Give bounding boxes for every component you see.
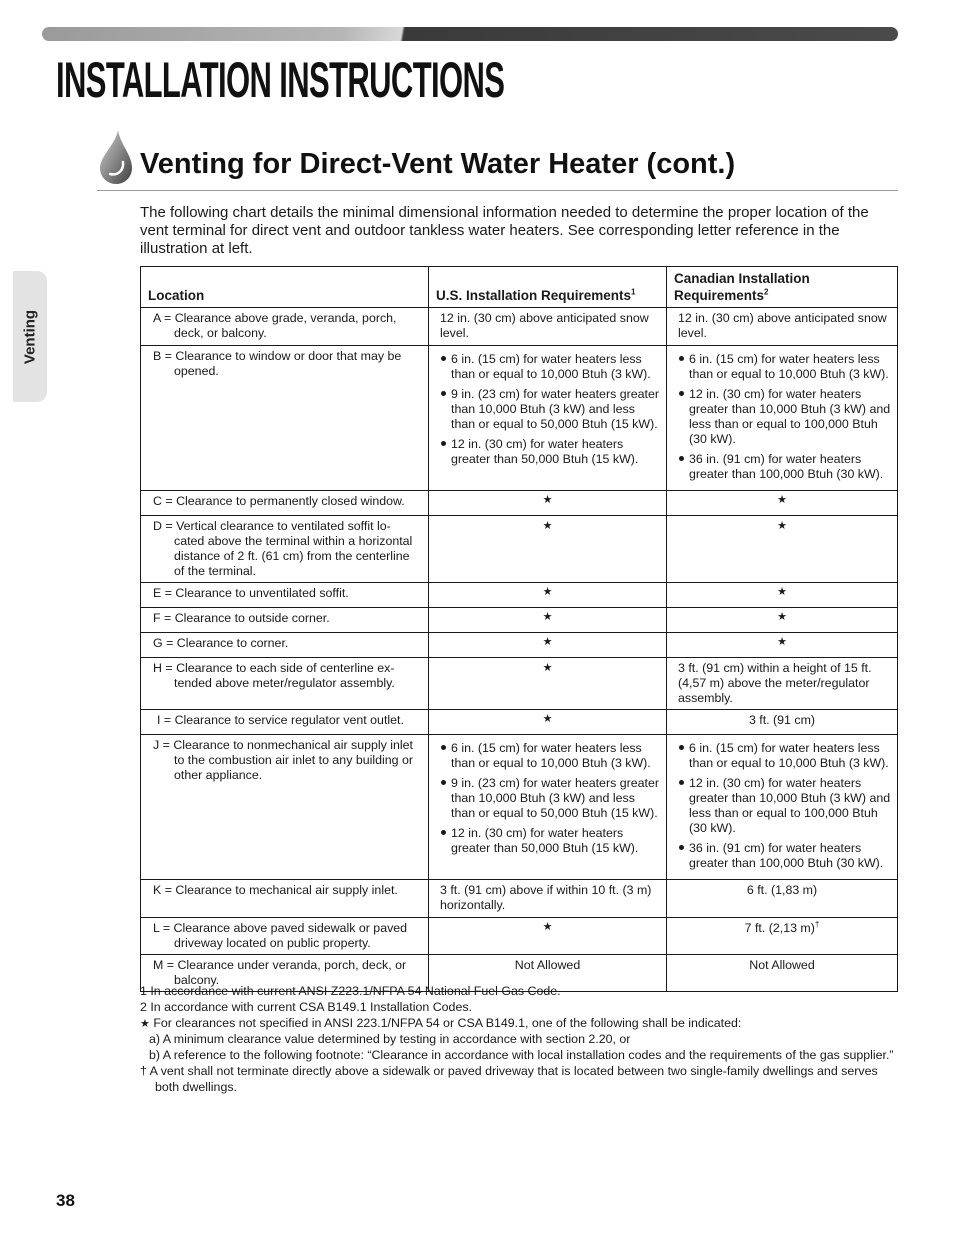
table-row	[141, 880, 898, 918]
table-row	[141, 710, 898, 735]
row-k-us: 3 ft. (91 cm) above if within 10 ft. (3 m) horizontally.	[429, 880, 667, 918]
list-item: 36 in. (91 cm) for water heaters greater than 100,000 Btuh (30 kW).	[678, 841, 891, 871]
list-item: 12 in. (30 cm) for water heaters greater than 10,000 Btuh (3 kW) and less than or equal to 100,000 Btuh (30 kW).	[678, 387, 891, 447]
footnote-star: ★ For clearances not specified in ANSI 223.1/NFPA 54 or CSA B149.1, one of the following shall be indicated:	[140, 1016, 742, 1030]
row-b-us	[429, 346, 667, 491]
footnote-2: 2 In accordance with current CSA B149.1 Installation Codes.	[140, 1000, 472, 1014]
star-icon: ★	[777, 520, 787, 532]
row-c-location: C = Clearance to permanently closed window.	[141, 491, 429, 516]
row-l-ca: 7 ft. (2,13 m)†	[667, 918, 898, 955]
row-e-location: E = Clearance to unventilated soffit.	[141, 583, 429, 608]
row-c-us	[429, 491, 667, 516]
header-canada: Canadian Installation Requirements$^2$	[667, 267, 898, 308]
row-h-us	[429, 658, 667, 710]
row-b-location: B = Clearance to window or door that may be opened.	[141, 346, 429, 491]
row-j-location: J = Clearance to nonmechanical air supply inlet to the combustion air inlet to any building or other appliance.	[141, 735, 429, 880]
page-title: INSTALLATION INSTRUCTIONS	[56, 52, 505, 108]
row-m-ca: Not Allowed	[667, 955, 898, 992]
table-row	[141, 491, 898, 516]
water-drop-icon	[96, 128, 134, 184]
section-divider	[97, 190, 898, 191]
side-tab-label: Venting	[21, 309, 39, 364]
star-icon: ★	[777, 636, 787, 648]
side-tab-venting[interactable]	[13, 271, 47, 402]
row-i-ca: 3 ft. (91 cm)	[667, 710, 898, 735]
list-item: 9 in. (23 cm) for water heaters greater than 10,000 Btuh (3 kW) and less than or equal to 50,000 Btuh (15 kW).	[440, 776, 660, 821]
table-row	[141, 516, 898, 583]
list-item: 6 in. (15 cm) for water heaters less than or equal to 10,000 Btuh (3 kW).	[678, 741, 891, 771]
list-item: 12 in. (30 cm) for water heaters greater than 50,000 Btuh (15 kW).	[440, 826, 660, 856]
row-m-us: Not Allowed	[429, 955, 667, 992]
intro-paragraph: The following chart details the minimal dimensional information needed to determine the proper location of the vent terminal for direct vent and outdoor tankless water heaters. See corresponding letter reference in the illustration at left.	[140, 204, 869, 257]
row-k-location: K = Clearance to mechanical air supply inlet.	[141, 880, 429, 918]
row-h-location: H = Clearance to each side of centerline ex-tended above meter/regulator assembly.	[141, 658, 429, 710]
row-g-us	[429, 633, 667, 658]
star-icon: ★	[542, 494, 553, 506]
table-row	[141, 633, 898, 658]
row-j-us	[429, 735, 667, 880]
row-a-us: 12 in. (30 cm) above anticipated snow level.	[429, 308, 667, 346]
table-row	[141, 308, 898, 346]
list-item: 6 in. (15 cm) for water heaters less than or equal to 10,000 Btuh (3 kW).	[678, 352, 891, 382]
row-j-ca	[667, 735, 898, 880]
table-row	[141, 346, 898, 491]
footnote-1: 1 In accordance with current ANSI Z223.1/NFPA 54 National Fuel Gas Code.	[140, 984, 561, 998]
table-row	[141, 735, 898, 880]
row-i-location: I = Clearance to service regulator vent outlet.	[141, 710, 429, 735]
star-icon: ★	[542, 662, 553, 674]
row-d-ca	[667, 516, 898, 583]
footnote-dagger: † A vent shall not terminate directly above a sidewalk or paved driveway that is located between two single-family dwellings and serves both dwellings.	[140, 1064, 878, 1094]
row-i-us	[429, 710, 667, 735]
star-icon: ★	[777, 494, 787, 506]
row-g-location: G = Clearance to corner.	[141, 633, 429, 658]
row-l-location: L = Clearance above paved sidewalk or paved driveway located on public property.	[141, 918, 429, 955]
star-icon: ★	[542, 586, 553, 598]
table-row	[141, 583, 898, 608]
row-h-ca: 3 ft. (91 cm) within a height of 15 ft. (4,57 m) above the meter/regulator assembly.	[667, 658, 898, 710]
row-f-location: F = Clearance to outside corner.	[141, 608, 429, 633]
table-header-row	[141, 267, 898, 308]
clearance-table	[140, 266, 898, 992]
footnote-star-a: a) A minimum clearance value determined by testing in accordance with section 2.20, or	[149, 1032, 631, 1046]
row-d-us	[429, 516, 667, 583]
row-f-ca	[667, 608, 898, 633]
row-g-ca	[667, 633, 898, 658]
header-us: U.S. Installation Requirements$^1$	[429, 267, 667, 308]
footnote-star-b: b) A reference to the following footnote: “Clearance in accordance with local installation codes and the requirements of the gas supplier.”	[149, 1048, 894, 1062]
row-m-location: M = Clearance under veranda, porch, deck, or balcony.	[141, 955, 429, 992]
row-a-ca: 12 in. (30 cm) above anticipated snow level.	[667, 308, 898, 346]
list-item: 6 in. (15 cm) for water heaters less than or equal to 10,000 Btuh (3 kW).	[440, 352, 660, 382]
list-item: 12 in. (30 cm) for water heaters greater than 50,000 Btuh (15 kW).	[440, 437, 660, 467]
row-b-ca	[667, 346, 898, 491]
row-a-location: A = Clearance above grade, veranda, porch, deck, or balcony.	[141, 308, 429, 346]
table-row	[141, 918, 898, 955]
row-k-ca: 6 ft. (1,83 m)	[667, 880, 898, 918]
list-item: 6 in. (15 cm) for water heaters less than or equal to 10,000 Btuh (3 kW).	[440, 741, 660, 771]
star-icon: ★	[777, 586, 787, 598]
row-e-ca	[667, 583, 898, 608]
row-f-us	[429, 608, 667, 633]
star-icon: ★	[542, 611, 553, 623]
row-e-us	[429, 583, 667, 608]
row-c-ca	[667, 491, 898, 516]
star-icon: ★	[542, 921, 553, 933]
star-icon: ★	[140, 1018, 150, 1030]
row-l-us	[429, 918, 667, 955]
header-location: Location	[141, 267, 429, 308]
table-row	[141, 658, 898, 710]
star-icon: ★	[542, 636, 553, 648]
star-icon: ★	[777, 611, 787, 623]
table-row	[141, 608, 898, 633]
list-item: 12 in. (30 cm) for water heaters greater than 10,000 Btuh (3 kW) and less than or equal to 100,000 Btuh (30 kW).	[678, 776, 891, 836]
list-item: 36 in. (91 cm) for water heaters greater than 100,000 Btuh (30 kW).	[678, 452, 891, 482]
page-number: 38	[56, 1191, 75, 1210]
section-title: Venting for Direct-Vent Water Heater (cont.)	[140, 148, 736, 180]
row-d-location: D = Vertical clearance to ventilated soffit lo-cated above the terminal within a horizontal distance of 2 ft. (61 cm) from the centerline of the terminal.	[141, 516, 429, 583]
footnotes	[140, 983, 900, 1095]
header-bar	[42, 27, 898, 41]
list-item: 9 in. (23 cm) for water heaters greater than 10,000 Btuh (3 kW) and less than or equal to 50,000 Btuh (15 kW).	[440, 387, 660, 432]
star-icon: ★	[542, 713, 553, 725]
star-icon: ★	[542, 520, 553, 532]
